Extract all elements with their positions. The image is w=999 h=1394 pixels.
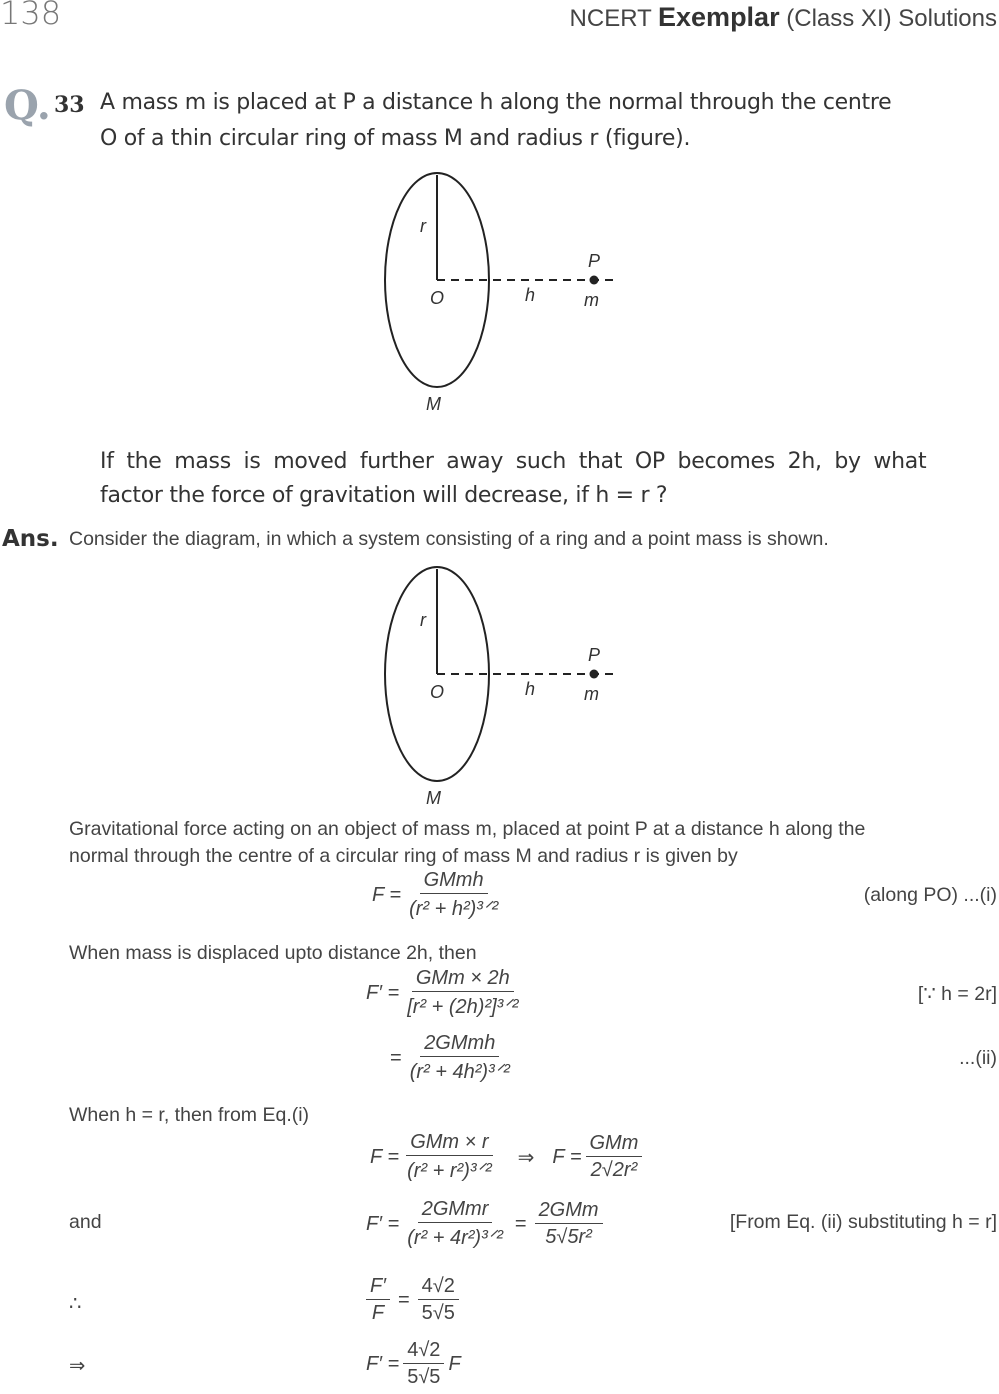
eq-lhs: F = [372,883,402,906]
fraction [403,967,522,1019]
question-line: factor the force of gravitation will decrease, if h = r ? [100,483,668,508]
equation-note: [From Eq. (ii) substituting h = r] [729,1211,997,1233]
equation-2 [366,967,526,1019]
question-mark-logo: Q. [4,82,51,129]
point-mass-dot [590,276,599,285]
denominator: 5√5 [421,1302,455,1324]
question-line: If the mass is moved further away such that OP becomes 2h, by what [100,449,927,474]
running-title [570,2,997,33]
numerator: GMm × 2h [412,967,514,992]
eq-tail: F [448,1352,461,1375]
fraction [403,1339,444,1389]
equation-3 [390,1032,518,1084]
point-mass-dot [590,670,599,679]
equation-5 [366,1198,607,1250]
label-m: m [584,290,599,310]
label-P: P [588,251,601,271]
denominator: (r² + r²)³ᐟ² [407,1160,492,1182]
answer-paragraph: normal through the centre of a circular ring of mass M and radius r is given by [69,845,738,867]
implies-symbol: ⇒ [69,1355,86,1377]
numerator: GMm × r [406,1131,492,1156]
answer-paragraph: When h = r, then from Eq.(i) [69,1104,310,1126]
question-line: A mass m is placed at P a distance h along the normal through the centre [100,90,892,115]
equation-note: [∵ h = 2r] [917,983,997,1005]
eq-lhs: = [390,1046,402,1069]
label-P: P [588,645,601,665]
fraction [418,1275,459,1325]
eq-lhs: F = [370,1145,400,1168]
label-M: M [426,394,441,414]
equation-note: (along PO) ...(i) [863,884,997,906]
denominator: 5√5 [407,1366,441,1388]
fraction [535,1199,603,1249]
running-title-post: (Class XI) Solutions [779,5,997,32]
question-number: 33 [54,92,85,118]
numerator: 2GMmr [418,1198,493,1223]
label-m: m [584,684,599,704]
implies-symbol: ⇒ [517,1146,535,1169]
fraction [586,1132,643,1182]
denominator: (r² + 4h²)³ᐟ² [409,1061,510,1083]
eq-lhs: F′ = [366,981,400,1004]
eq-prefix: and [69,1211,102,1233]
numerator: 4√2 [418,1275,459,1300]
question-line: O of a thin circular ring of mass M and radius r (figure). [100,126,691,151]
equation-note: ...(ii) [959,1047,997,1069]
denominator: 2√2r² [590,1159,638,1181]
denominator: F [371,1302,385,1324]
answer-label: Ans. [2,526,59,552]
denominator: 5√5r² [545,1226,592,1248]
equation-4 [370,1131,646,1183]
numerator: 2GMm [535,1199,603,1224]
label-r: r [420,216,426,236]
eq-lhs: F′ = [366,1212,400,1235]
label-r: r [420,610,426,630]
numerator: 4√2 [403,1339,444,1364]
fraction [406,1032,514,1084]
equation-7 [366,1339,461,1389]
ring-figure [370,170,630,415]
answer-intro: Consider the diagram, in which a system consisting of a ring and a point mass is shown. [69,528,829,550]
fraction [403,1198,507,1250]
numerator: GMm [586,1132,643,1157]
fraction [405,869,502,921]
eq-lhs: F′ = [366,1352,400,1375]
label-M: M [426,788,441,808]
label-h: h [525,285,536,305]
equals: = [514,1212,527,1235]
answer-paragraph: When mass is displaced upto distance 2h, then [69,942,477,964]
equation-1 [372,869,506,921]
eq-lhs: F = [552,1145,582,1168]
label-h: h [525,679,536,699]
fraction [366,1275,390,1325]
label-O: O [430,682,445,702]
ring-figure-answer [370,564,630,809]
denominator: (r² + h²)³ᐟ² [409,898,499,920]
fraction [403,1131,496,1183]
numerator: GMmh [420,869,488,894]
denominator: (r² + 4r²)³ᐟ² [407,1227,503,1249]
label-O: O [430,288,445,308]
therefore-symbol: ∴ [69,1293,82,1315]
running-title-bold: Exemplar [658,2,780,32]
numerator: F′ [366,1275,390,1300]
running-title-pre: NCERT [569,5,659,32]
numerator: 2GMmh [420,1032,499,1057]
equals: = [397,1288,410,1311]
page-number: 138 [0,0,62,32]
equation-6 [362,1275,463,1325]
denominator: [r² + (2h)²]³ᐟ² [407,996,519,1018]
answer-paragraph: Gravitational force acting on an object of mass m, placed at point P at a distance h along the [69,818,866,840]
